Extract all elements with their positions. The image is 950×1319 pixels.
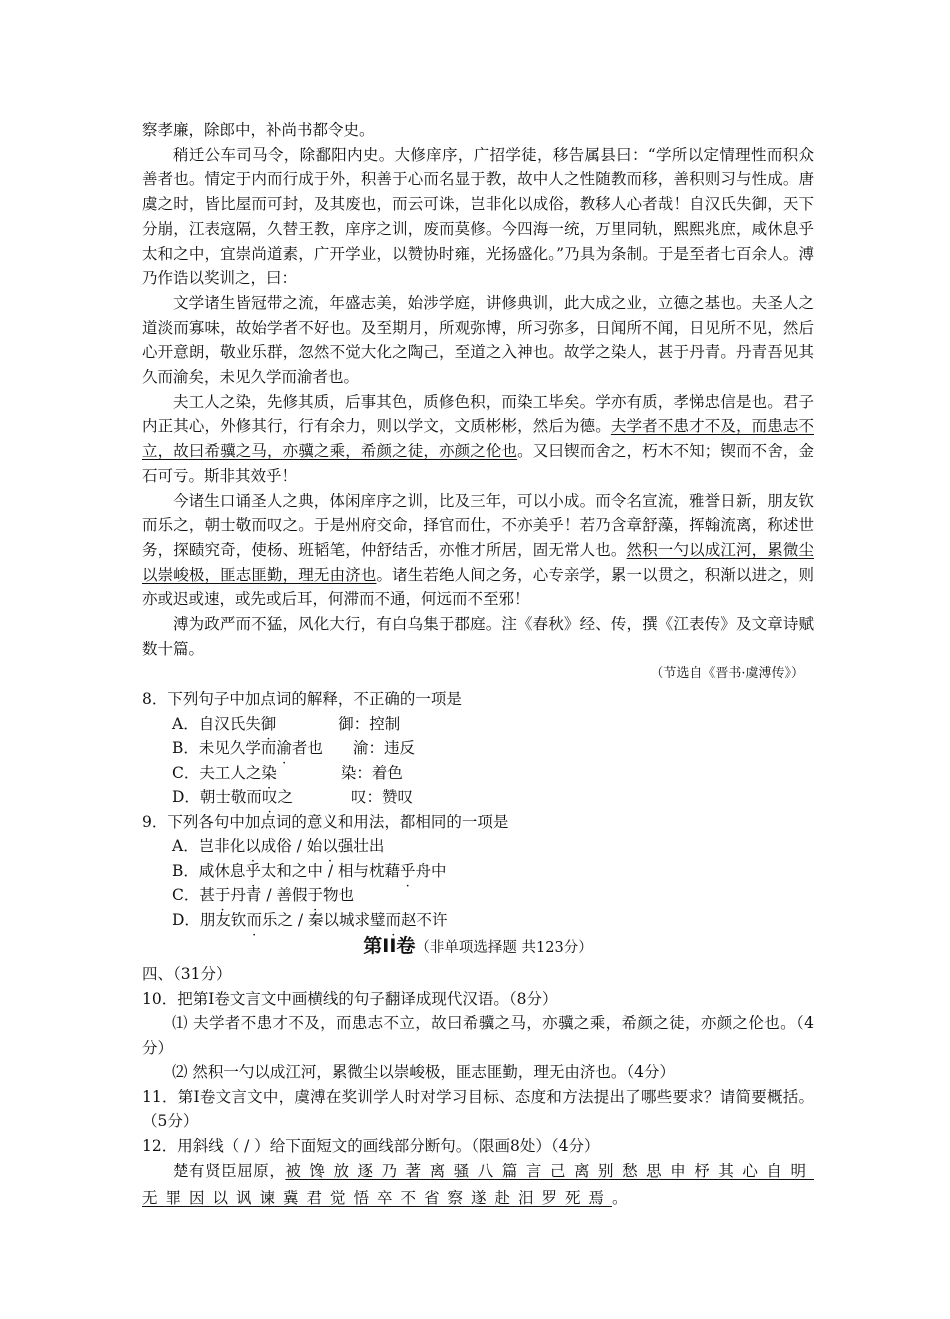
section-2-title: 第II卷 [363,935,416,958]
section-2-heading [142,932,814,962]
dotted-word: 渝 [276,739,292,758]
question-12-end: 。 [612,1189,628,1208]
question-9-option-b [142,859,814,884]
dotted-word: 以 [322,837,338,856]
passage-paragraph-1: 稍迁公车司马令，除鄱阳内史。大修庠序，广招学徒，移告属县曰：“学所以定情理性而积众善者也。情定于内而行成于外，积善于心而名显于教，故中人之性随教而移，善积则习与性成。唐虞之时，皆比屋而可封，及其废也，而云可诛，岂非化以成俗，教移人心者哉！自汉氏失御，天下分崩，江表寇隔，久替王教，庠序之训，废而莫修。今四海一统，万里同轨，熙熙兆庶，咸休息乎太和之中，宜崇尚道素，广开学业，以赞协时雍，光扬盛化。”乃具为条制。于是至者七百余人。溥乃作诰以奖训之，曰： [142,145,814,288]
option-text: D．朋友钦 [172,910,247,929]
question-8-stem: 8．下列句子中加点词的解释，不正确的一项是 [142,690,462,709]
dotted-word: 叹 [261,788,278,807]
dotted-word: 乎 [245,861,261,880]
passage-text: 。又曰锲而舍之，朽木不知；锲而不舍，金石可亏。斯非其效乎！ [142,442,814,485]
option-text: 舟中 [415,861,447,880]
question-9-option-c [142,883,814,908]
passage-text: 夫工人之染，先修其质，后事其色，质修色积，而染工毕矣。学亦有质，孝悌忠信是也。君子内正其心，外修其行，行有余力，则以学文，文质彬彬，然后为德。 [142,392,814,436]
question-8-option-d [142,785,814,810]
option-gloss: 染：着色 [340,763,403,782]
passage-paragraph-3 [142,390,814,489]
passage-paragraph-5: 溥为政严而不猛，风化大行，有白乌集于郡庭。注《春秋》经、传，撰《江表传》及文章诗赋数十篇。 [142,615,814,658]
dotted-word: 而 [385,910,402,929]
question-12-underlined: 被馋放逐乃著离骚八篇言己离别愁思申杼其心自明无罪因以讽谏冀君觉悟卒不省察遂赴汨罗死焉 [142,1162,814,1208]
passage-text: 。诸生若绝人间之务，心专亲学，累一以贯之，积渐以进之，则亦或迟或速，或先或后耳，何滞而不通，何远而不至邪！ [142,565,814,609]
dotted-word: 而 [246,910,262,929]
passage-source: （节选自《晋书·虞溥传》） [650,666,804,682]
underlined-sentence-2: 然积一勺以成江河，累微尘以崇峻极，匪志匪勤，理无由济也 [142,540,814,584]
question-12-stem: 12．用斜线（ / ）给下面短文的画线部分断句。（限画8处）（4分） [142,1136,600,1155]
option-gloss: 渝：违反 [352,739,415,758]
question-10-item-2: ⑵ 然积一勺以成江河，累微尘以崇峻极，匪志匪勤，理无由济也。（4分） [172,1063,676,1082]
question-8-option-b [142,736,814,761]
dotted-word: 以 [245,837,261,856]
question-9-option-a [142,834,814,859]
question-10-stem: 10．把第Ⅰ卷文言文中画横线的句子翻译成现代汉语。（8分） [142,989,558,1008]
option-text: 成俗 / 始 [260,837,323,856]
passage-paragraph-2: 文学诸生皆冠带之流，年盛志美，始涉学庭，讲修典训，此大成之业，立德之基也。夫圣人之道淡而寡味，故始学者不好也。及至期月，所观弥博，所习弥多，日闻所不闻，日见所不见，然后心开意朗，敬业乐群，忽然不觉大化之陶己，至道之入神也。故学之染人，甚于丹青。丹青吾见其久而渝矣，未见久学而渝者也。 [142,293,814,387]
dotted-word: 于 [214,886,231,905]
option-gloss: 御：控制 [338,714,401,733]
question-12-lead: 楚有贤臣屈原， [173,1162,286,1181]
question-12-text [142,1158,814,1212]
exam-page [142,118,814,1212]
dotted-word: 染 [261,763,277,782]
option-text: 者也 [291,739,323,758]
question-11: 11．第Ⅰ卷文言文中，虞溥在奖训学人时对学习目标、态度和方法提出了哪些要求？请简要概括。（5分） [142,1087,814,1131]
option-text: C．甚 [172,886,215,905]
question-9-option-d [142,908,814,933]
option-text: 赵不许 [401,910,448,929]
passage-paragraph-4 [142,489,814,613]
option-gloss: 叹：赞叹 [350,788,413,807]
option-text: D．朝士敬而 [172,788,262,807]
option-text: 丹青 / 善假 [230,886,308,905]
option-text: B．咸休息 [172,861,246,880]
passage-text: 今诸生口诵圣人之典，体闲庠序之训，比及三年，可以小成。而令名宣流，雅誉日新，朋友钦而乐之，朝士敬而叹之。于是州府交命，择官而仕，不亦美乎！若乃含章舒藻，挥翰流离，称述世务，探赜究奇，使杨、班韬笔，仲舒结舌，亦惟才所居，固无常人也。 [142,491,814,559]
option-text: B．未见久学而 [172,739,277,758]
option-text: 之 [277,788,293,807]
option-text: 太和之中 / 相与枕藉 [260,861,400,880]
underlined-sentence-1: 夫学者不患才不及，而患志不立，故曰希骥之马，亦骥之乘，希颜之徒，亦颜之伦也 [142,417,814,461]
option-text: A．自汉氏失 [172,714,261,733]
option-text: 物也 [322,886,354,905]
question-10-item-1: ⑴ 夫学者不患才不及，而患志不立，故曰希骥之马，亦骥之乘，希颜之徒，亦颜之伦也。（4分） [142,1014,814,1057]
option-text: 强壮出 [337,837,385,856]
option-text: 乐之 / 秦以城求璧 [261,910,386,929]
section-2-subtitle: （非单项选择题 共123分） [415,940,593,957]
dotted-word: 御 [260,714,277,733]
question-8-option-a [142,712,814,737]
option-text: C．夫工人之 [172,763,262,782]
question-8-option-c [142,761,814,786]
question-9-stem: 9．下列各句中加点词的意义和用法，都相同的一项是 [142,812,509,831]
option-text: A．岂非化 [172,837,246,856]
passage-paragraph-0: 察孝廉，除郎中，补尚书都令史。 [142,121,375,139]
dotted-word: 乎 [400,861,416,880]
part-4-heading: 四、（31分） [142,965,232,984]
dotted-word: 于 [307,886,323,905]
